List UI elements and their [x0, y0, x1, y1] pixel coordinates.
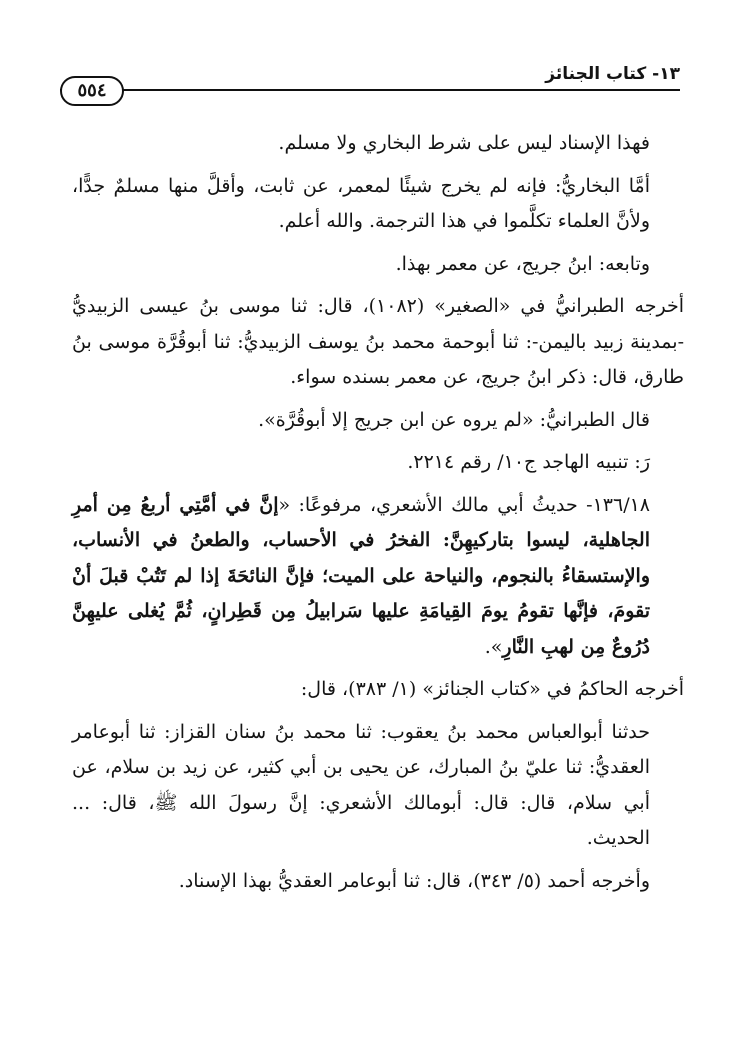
paragraph-ahmad-takhrij: وأخرجه أحمد (٥/ ٣٤٣)، قال: ثنا أبوعامر العقديُّ بهذا الإسناد.: [178, 869, 650, 892]
page-header: [60, 62, 680, 102]
paragraph-follow-up: وتابعه: ابنُ جريج، عن معمر بهذا.: [395, 252, 650, 275]
paragraph-isnad-note: فهذا الإسناد ليس على شرط البخاري ولا مسلم.: [278, 132, 650, 154]
chapter-title: ١٣- كتاب الجنائز: [537, 64, 680, 84]
paragraph-hakim-takhrij: أخرجه الحاكمُ في «كتاب الجنائز» (١/ ٣٨٣)، قال:: [300, 678, 684, 700]
page-body: [72, 126, 684, 899]
hadith-close: ».: [484, 635, 503, 658]
paragraph-isnad-chain: حدثنا أبوالعباس محمد بنُ يعقوب: ثنا محمد بنُ سنان القزاز: ثنا أبوعامر العقديُّ: ثنا عليّ بنُ المبارك، عن يحيى بن أبي كثير، عن زيد بن سلام، عن أبي سلام، قال: قال: أبومالك الأشعري: إنَّ رسولَ الله ﷺ، قال: ... الحديث.: [72, 720, 650, 849]
paragraph-tabarani-quote: قال الطبرانيُّ: «لم يروه عن ابن جريج إلا أبوقُرَّة».: [258, 408, 650, 431]
paragraph-bukhari-note: أمَّا البخاريُّ: فإنه لم يخرج شيئًا لمعمر، عن ثابت، وأقلَّ منها مسلمٌ جدًّا، ولأنَّ العلماء تكلَّموا في هذا الترجمة. والله أعلم.: [72, 174, 650, 232]
page-number: ٥٥٤: [60, 76, 124, 106]
paragraph-reference: رَ: تنبيه الهاجد ج١٠/ رقم ٢٢١٤.: [407, 451, 650, 473]
paragraph-hadith-136: [72, 488, 684, 666]
hadith-intro: ١٣٦/١٨- حديثُ أبي مالك الأشعري، مرفوعًا: «: [278, 493, 651, 516]
hadith-text: إنَّ في أمَّتِي أربعُ مِن أمرِ الجاهلية، ليسوا بتاركيهِنَّ: الفخرُ في الأحساب، والطعنُ في الأنساب، والإستسقاءُ بالنجوم، والنياحة على الميت؛ فإنَّ النائحَةَ إذا لم تَتُبْ قبلَ أنْ تقومَ، فإنَّها تقومُ يومَ القِيامَةِ عليها سَرابيلُ مِن قَطِرانٍ، ثُمَّ يُغلى عليهِنَّ دُرُوعٌ مِن لهبِ النَّارِ: [72, 493, 650, 658]
header-rule: [60, 89, 680, 91]
paragraph-tabarani-takhrij: أخرجه الطبرانيُّ في «الصغير» (١٠٨٢)، قال: ثنا موسى بنُ عيسى الزبيديُّ -بمدينة زبيد باليمن-: ثنا أبوحمة محمد بنُ يوسف الزبيديُّ: ثنا أبوقُرَّة موسى بنُ طارق، قال: ذكر ابنُ جريج، عن معمر بسنده سواء.: [72, 295, 684, 388]
